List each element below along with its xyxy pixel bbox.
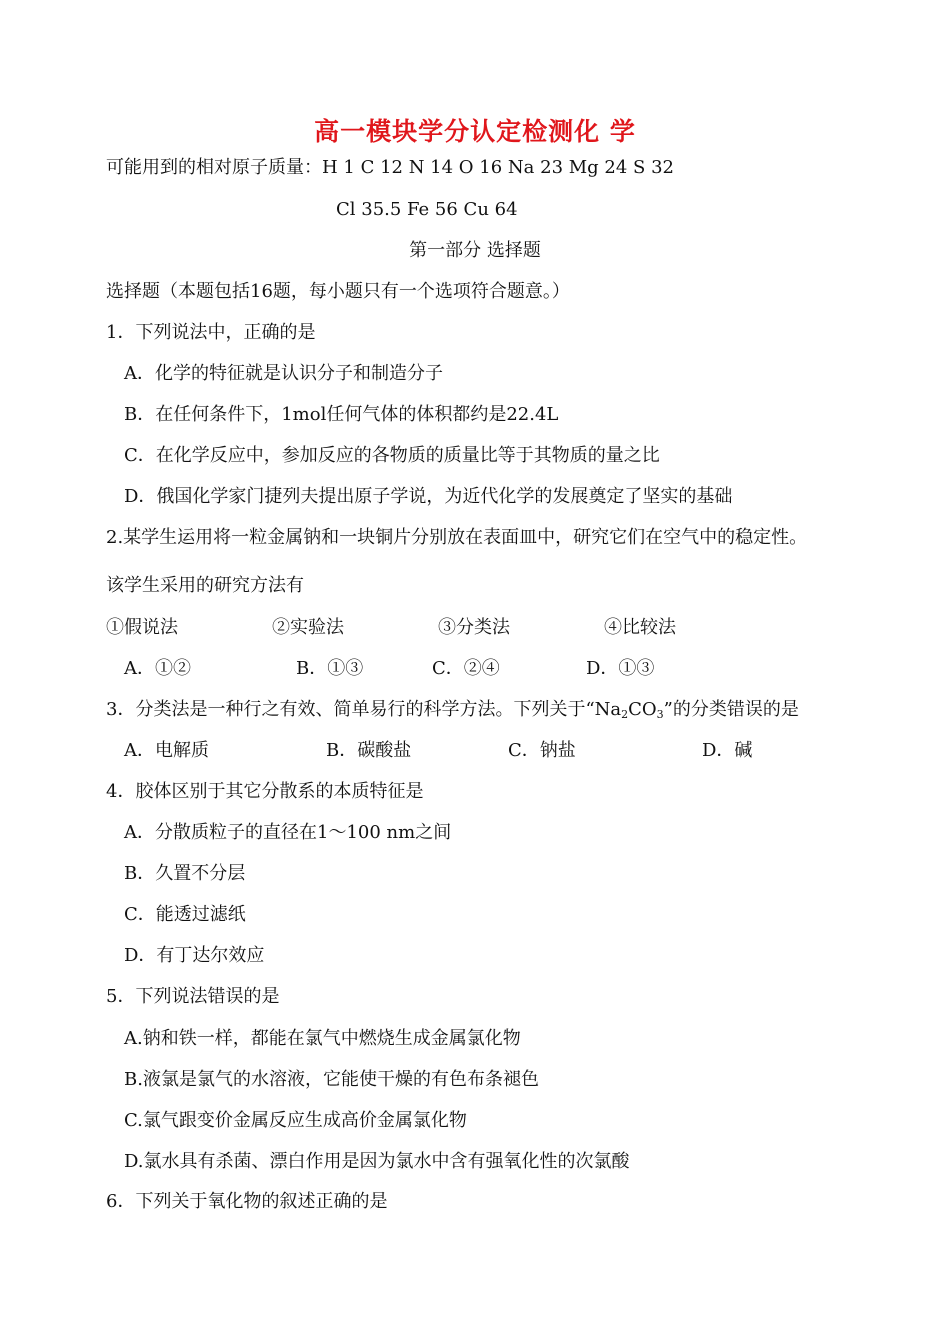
q3-subscript-1: 2 — [621, 708, 629, 721]
q2-option: D．①③ — [586, 658, 655, 679]
q6-stem: 6．下列关于氧化物的叙述正确的是 — [106, 1191, 388, 1212]
q3-option: B．碳酸盐 — [326, 740, 412, 761]
q2-stem-line-2: 该学生采用的研究方法有 — [106, 575, 304, 596]
q3-option: A．电解质 — [124, 740, 209, 761]
q3-option: D．碱 — [702, 740, 753, 761]
q5-option-c: C.氯气跟变价金属反应生成高价金属氯化物 — [124, 1110, 467, 1131]
part-heading: 第一部分 选择题 — [409, 240, 541, 261]
q3-option: C．钠盐 — [508, 740, 576, 761]
q3-stem-mid: CO — [628, 699, 657, 720]
q1-option-d: D．俄国化学家门捷列夫提出原子学说，为近代化学的发展奠定了坚实的基础 — [124, 486, 733, 507]
q1-option-b: B．在任何条件下，1mol任何气体的体积都约是22.4L — [124, 404, 559, 425]
q2-methods — [106, 616, 676, 640]
q4-option-d: D．有丁达尔效应 — [124, 945, 265, 966]
q4-option-a: A．分散质粒子的直径在1～100 nm之间 — [124, 822, 452, 843]
page-title: 高一模块学分认定检测化 学 — [314, 117, 636, 146]
atomic-mass-line-1: 可能用到的相对原子质量：H 1 C 12 N 14 O 16 Na 23 Mg 24 S 32 — [106, 157, 675, 178]
q5-option-d: D.氯水具有杀菌、漂白作用是因为氯水中含有强氧化性的次氯酸 — [124, 1151, 630, 1172]
q2-method: ③分类法 — [438, 617, 510, 638]
q4-option-b: B．久置不分层 — [124, 863, 246, 884]
q3-stem-post: ”的分类错误的是 — [663, 699, 799, 720]
q1-option-c: C．在化学反应中，参加反应的各物质的质量比等于其物质的量之比 — [124, 445, 660, 466]
section-intro: 选择题（本题包括16题，每小题只有一个选项符合题意。） — [106, 281, 570, 302]
q3-stem — [106, 698, 799, 722]
q4-option-c: C．能透过滤纸 — [124, 904, 246, 925]
atomic-mass-line-2: Cl 35.5 Fe 56 Cu 64 — [336, 199, 518, 220]
q5-option-b: B.液氯是氯气的水溶液，它能使干燥的有色布条褪色 — [124, 1069, 539, 1090]
q3-options — [124, 739, 752, 763]
q2-options — [124, 657, 654, 681]
q1-option-a: A．化学的特征就是认识分子和制造分子 — [124, 363, 443, 384]
q2-method: ④比较法 — [604, 617, 676, 638]
q1-stem: 1．下列说法中，正确的是 — [106, 322, 316, 343]
q4-stem: 4．胶体区别于其它分散系的本质特征是 — [106, 781, 424, 802]
q2-method: ②实验法 — [272, 617, 344, 638]
q2-option: B．①③ — [296, 658, 364, 679]
q5-stem: 5．下列说法错误的是 — [106, 986, 280, 1007]
q2-stem-line-1: 2.某学生运用将一粒金属钠和一块铜片分别放在表面皿中，研究它们在空气中的稳定性。 — [106, 527, 808, 548]
q5-option-a: A.钠和铁一样，都能在氯气中燃烧生成金属氯化物 — [124, 1028, 521, 1049]
q3-subscript-2: 3 — [656, 708, 664, 721]
q2-option: C．②④ — [432, 658, 500, 679]
q3-stem-pre: 3．分类法是一种行之有效、简单易行的科学方法。下列关于“Na — [106, 699, 622, 720]
q2-option: A．①② — [124, 658, 191, 679]
q2-method: ①假说法 — [106, 617, 178, 638]
